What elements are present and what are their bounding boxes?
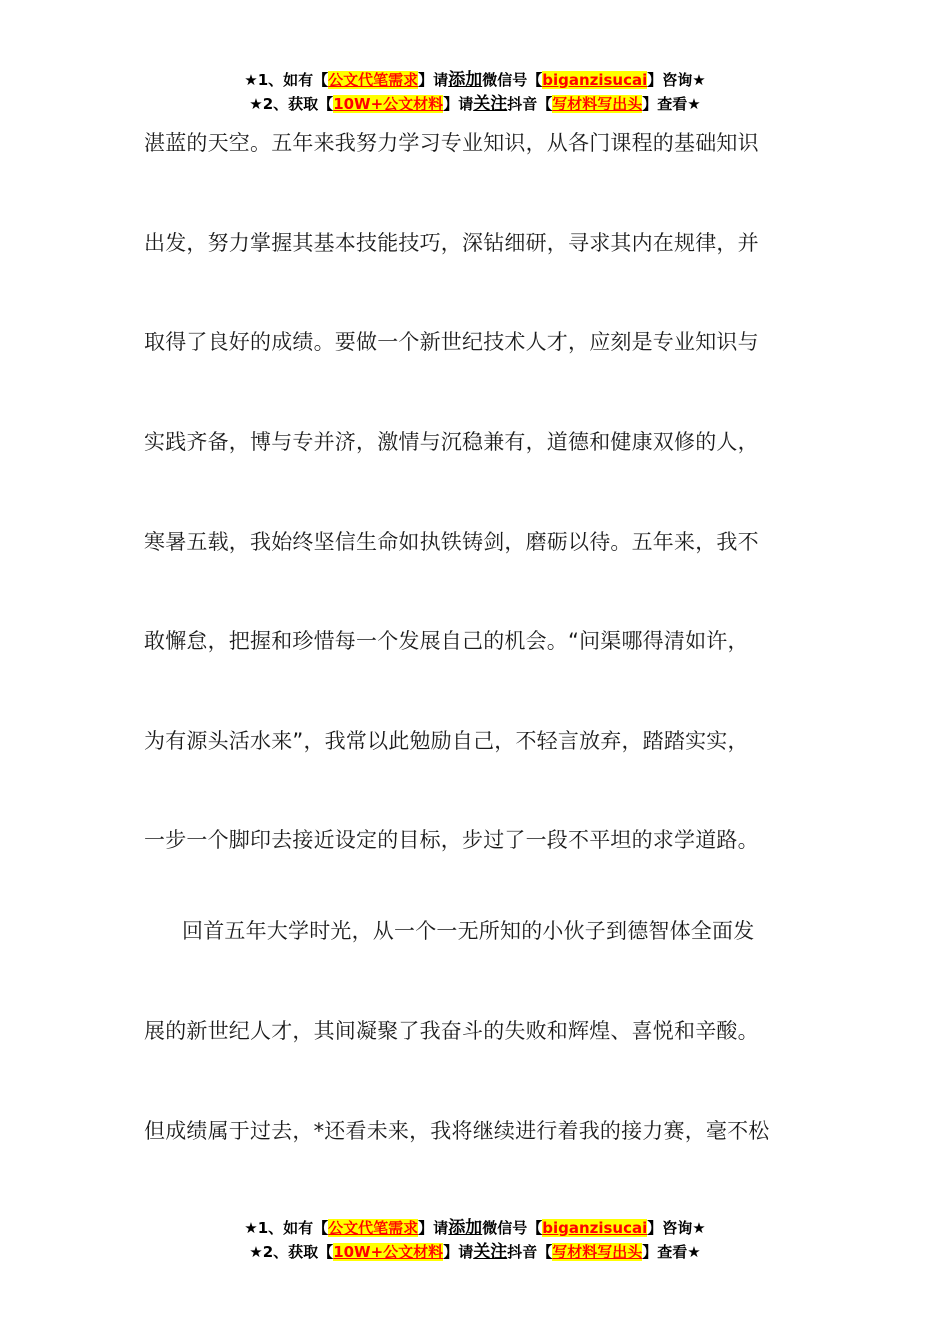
banner-line-1-mid2: 微信号【: [482, 71, 543, 89]
banner-highlight-douyin: 写材料写出头: [552, 1243, 643, 1261]
body-line: 为有源头活水来”，我常以此勉励自己，不轻言放弃，踏踏实实，: [144, 729, 749, 753]
banner-line-1-mid: 】请: [418, 71, 449, 89]
banner-line-2-suffix: 】查看★: [642, 1243, 701, 1261]
banner-line-1-prefix: ★1、如有【: [244, 71, 329, 89]
body-line: 湛蓝的天空。五年来我努力学习专业知识，从各门课程的基础知识: [144, 131, 759, 155]
banner-line-2-mid2: 抖音【: [507, 95, 553, 113]
body-line: 取得了良好的成绩。要做一个新世纪技术人才，应刻是专业知识与: [144, 330, 759, 354]
banner-highlight-service: 公文代笔需求: [328, 71, 419, 89]
banner-line-1: [0, 1216, 950, 1240]
banner-highlight-wechat: biganzisucai: [542, 1219, 648, 1237]
banner-line-1-mid: 】请: [418, 1219, 449, 1237]
banner-line-1-prefix: ★1、如有【: [244, 1219, 329, 1237]
banner-line-2-prefix: ★2、获取【: [249, 1243, 334, 1261]
banner-highlight-materials: 10W+公文材料: [333, 95, 444, 113]
banner-underline-follow: 关注: [473, 1242, 508, 1262]
banner-highlight-wechat: biganzisucai: [542, 71, 648, 89]
banner-line-1-suffix: 】咨询★: [647, 71, 706, 89]
banner-line-2-mid: 】请: [443, 95, 474, 113]
body-line-paragraph-start: 回首五年大学时光，从一个一无所知的小伙子到德智体全面发: [182, 919, 755, 943]
banner-highlight-materials: 10W+公文材料: [333, 1243, 444, 1261]
body-line: 展的新世纪人才，其间凝聚了我奋斗的失败和辉煌、喜悦和辛酸。: [144, 1019, 759, 1043]
body-line: 寒暑五载，我始终坚信生命如执铁铸剑，磨砺以待。五年来，我不: [144, 530, 759, 554]
banner-line-2-mid: 】请: [443, 1243, 474, 1261]
banner-line-2: [0, 1240, 950, 1264]
banner-line-2-prefix: ★2、获取【: [249, 95, 334, 113]
banner-underline-follow: 关注: [473, 94, 508, 114]
footer-banner: [0, 1216, 950, 1264]
body-line: 出发，努力掌握其基本技能技巧，深钻细研，寻求其内在规律，并: [144, 231, 759, 255]
body-line: 一步一个脚印去接近设定的目标，步过了一段不平坦的求学道路。: [144, 828, 759, 852]
banner-line-1-mid2: 微信号【: [482, 1219, 543, 1237]
banner-underline-add: 添加: [448, 1218, 483, 1238]
banner-underline-add: 添加: [448, 70, 483, 90]
banner-line-1-suffix: 】咨询★: [647, 1219, 706, 1237]
banner-highlight-service: 公文代笔需求: [328, 1219, 419, 1237]
body-line: 敢懈怠，把握和珍惜每一个发展自己的机会。“问渠哪得清如许，: [144, 629, 749, 653]
banner-highlight-douyin: 写材料写出头: [552, 95, 643, 113]
body-line: 但成绩属于过去，*还看未来，我将继续进行着我的接力赛，毫不松: [144, 1119, 770, 1143]
banner-line-2-mid2: 抖音【: [507, 1243, 553, 1261]
banner-line-2-suffix: 】查看★: [642, 95, 701, 113]
body-line: 实践齐备，博与专并济，激情与沉稳兼有，道德和健康双修的人，: [144, 430, 759, 454]
